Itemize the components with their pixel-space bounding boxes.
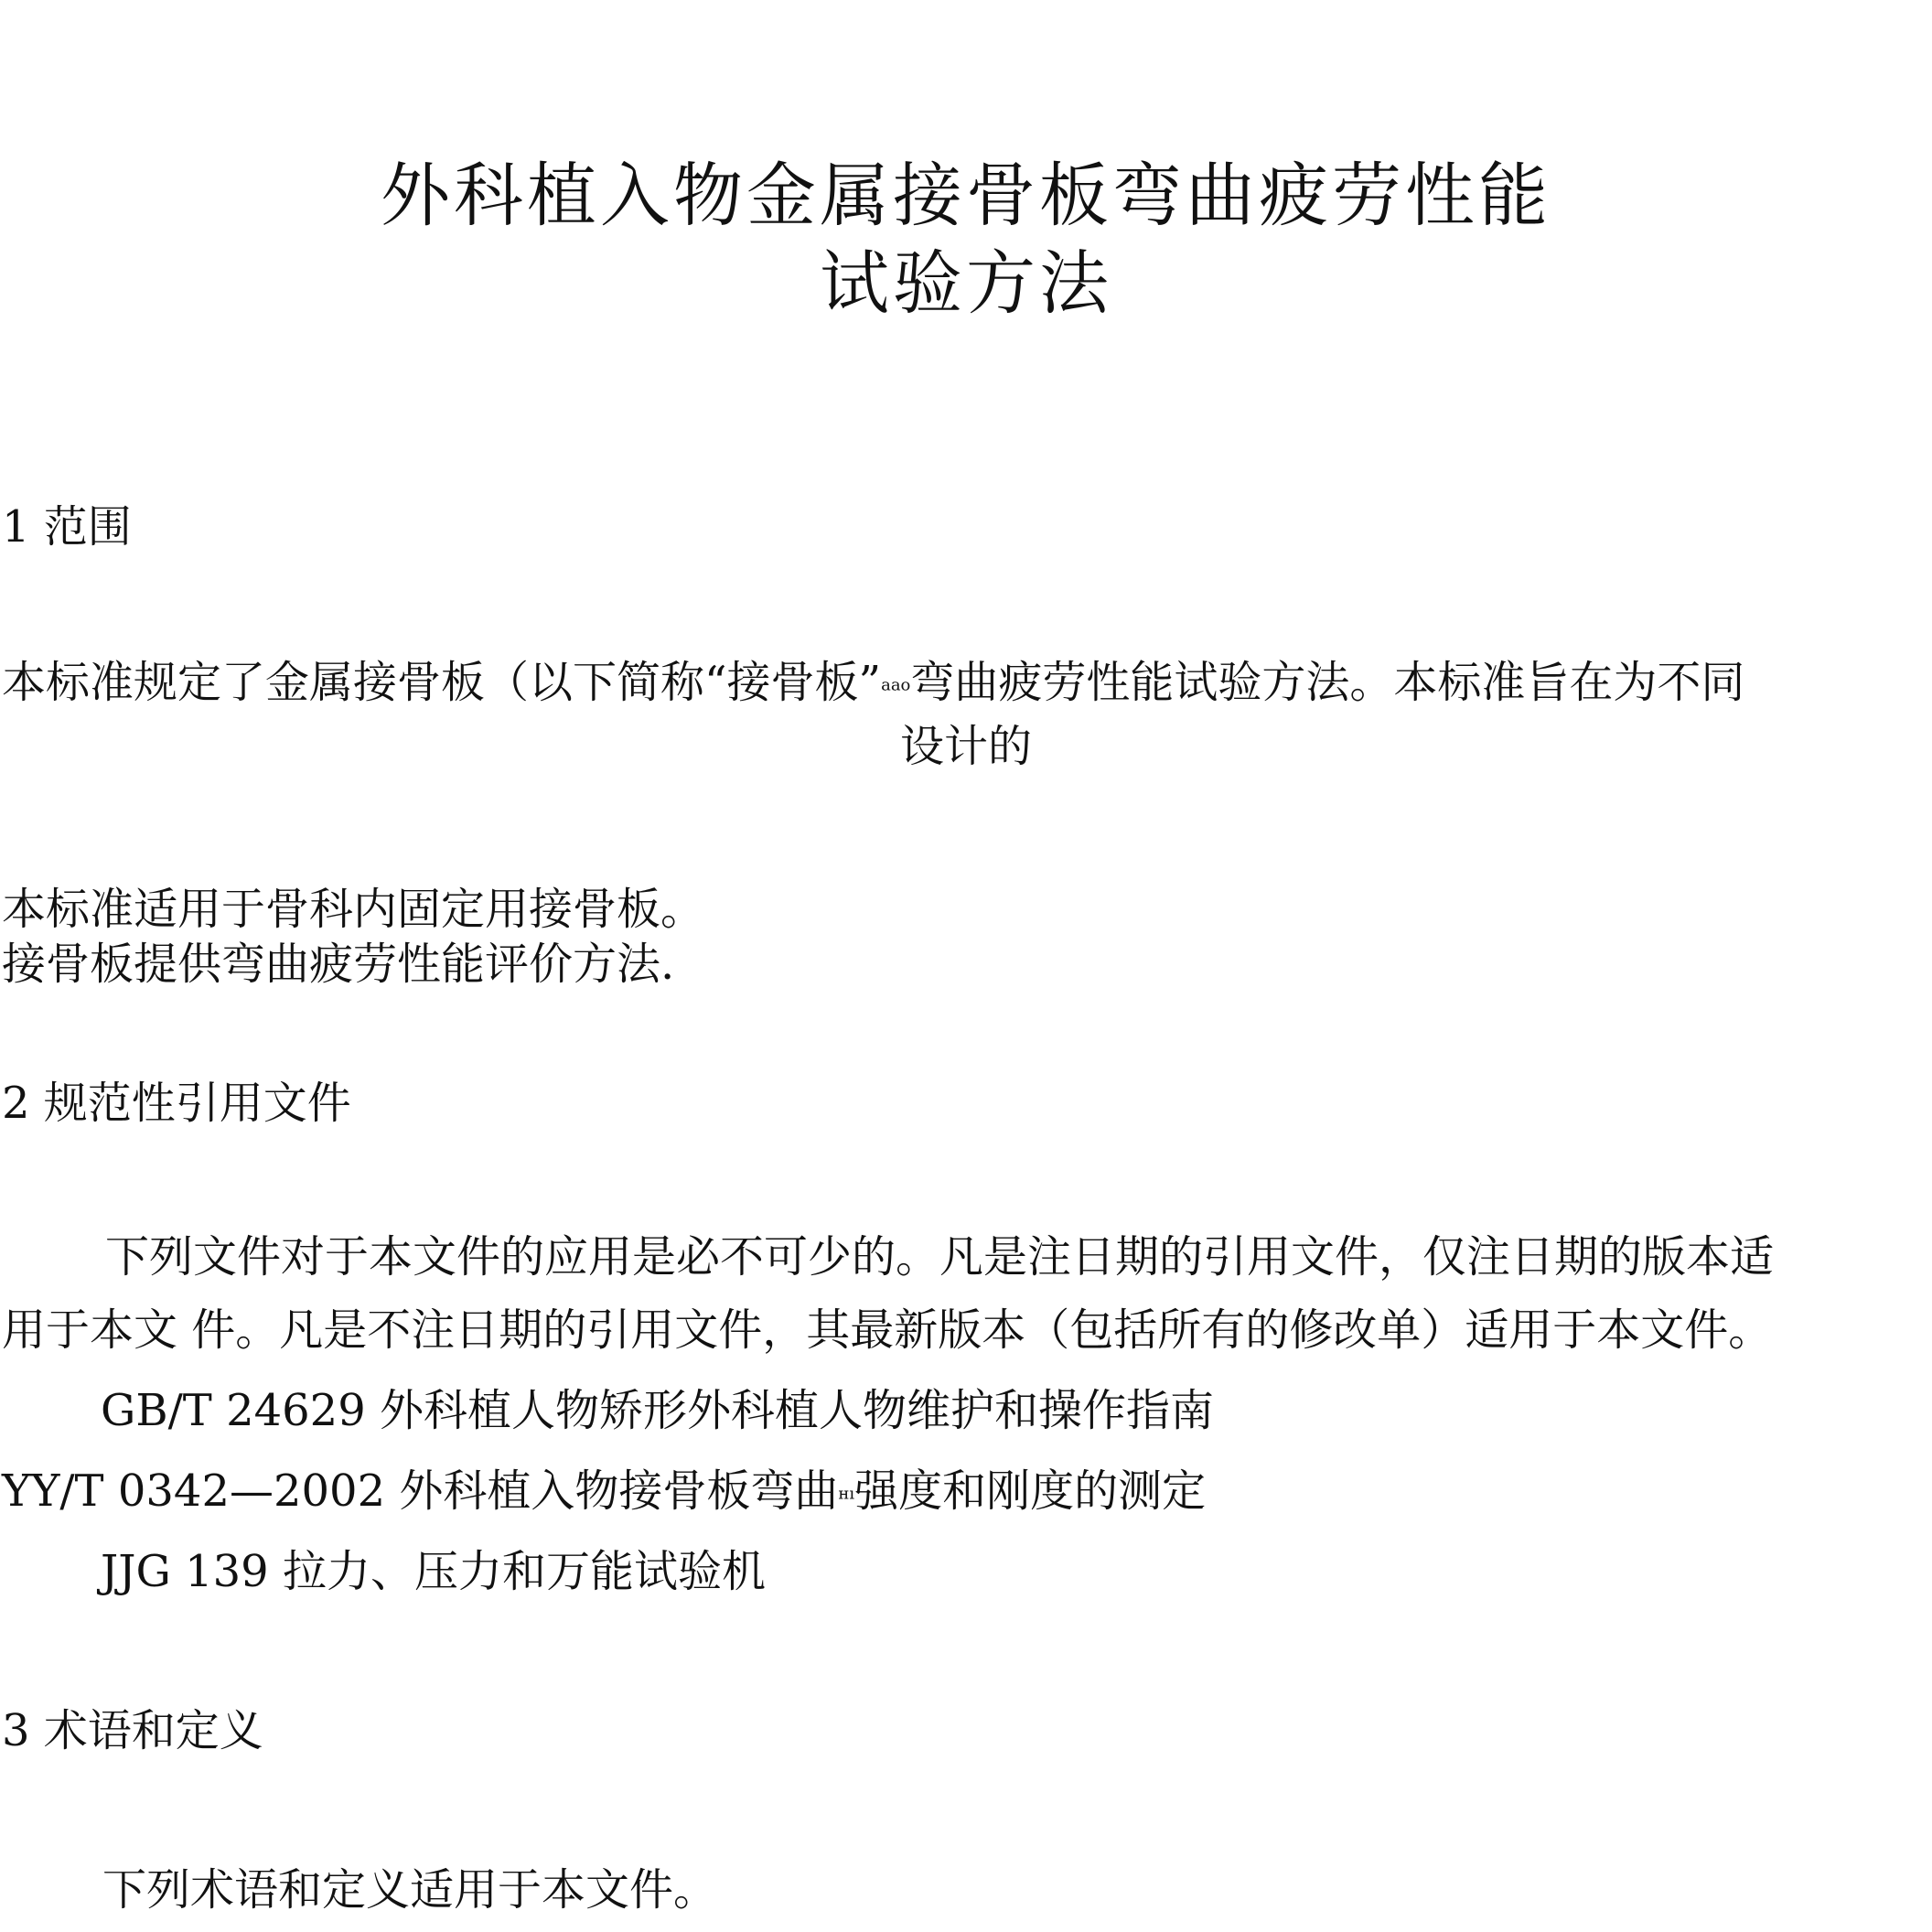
document-title-line-1: 外科植入物金属接骨板弯曲疲劳性能 <box>381 155 1551 236</box>
scope-paragraph-text-a: 本标准规定了金属接骨板（以下简称“接骨板” <box>2 657 882 708</box>
terms-intro: 下列术语和定义适用于本文件。 <box>102 1864 718 1916</box>
reference-jjg-139: JJG 139 拉力、压力和万能试验机 <box>101 1546 766 1597</box>
scope-applicability: 本标准适用于骨科内固定用接骨板。 <box>2 884 705 935</box>
section-1-heading: 1 范围 <box>2 501 132 553</box>
references-intro-line-2: 用于本文 件。凡是不注日期的引用文件，其最新版本（包括所有的修改单）适用于本文件。 <box>2 1304 1773 1356</box>
scope-paragraph-text-b: 弯曲疲劳性能试验方法。本标准旨在为不同 <box>910 657 1745 708</box>
section-2-heading: 2 规范性引用文件 <box>2 1078 351 1129</box>
scope-paragraph-line-2: 设计的 <box>899 721 1032 772</box>
reference-yy-t-0342 <box>2 1465 1207 1517</box>
reference-garbled-glyph: нı <box>838 1484 855 1504</box>
scope-paragraph-garbled-glyph: aao <box>881 675 911 695</box>
document-title-line-2: 试验方法 <box>820 242 1112 324</box>
section-3-heading: 3 术语和定义 <box>2 1705 263 1756</box>
scope-paragraph-line-1 <box>2 657 1745 708</box>
scope-evaluation: 接骨板提供弯曲疲劳性能评价方法. <box>2 939 675 990</box>
references-intro-line-1: 下列文件对于本文件的应用是必不可少的。凡是注日期的引用文件，仅注日期的版本适 <box>105 1231 1775 1283</box>
reference-gb-t-24629: GB/T 24629 外科植人物矫形外科植人物维护和操作指南 <box>101 1385 1215 1436</box>
reference-yy-t-0342-text-b: 强度和刚度的测定 <box>854 1465 1207 1517</box>
reference-yy-t-0342-text-a: YY/T 0342—2002 外科植入物接骨板弯曲 <box>2 1465 839 1517</box>
